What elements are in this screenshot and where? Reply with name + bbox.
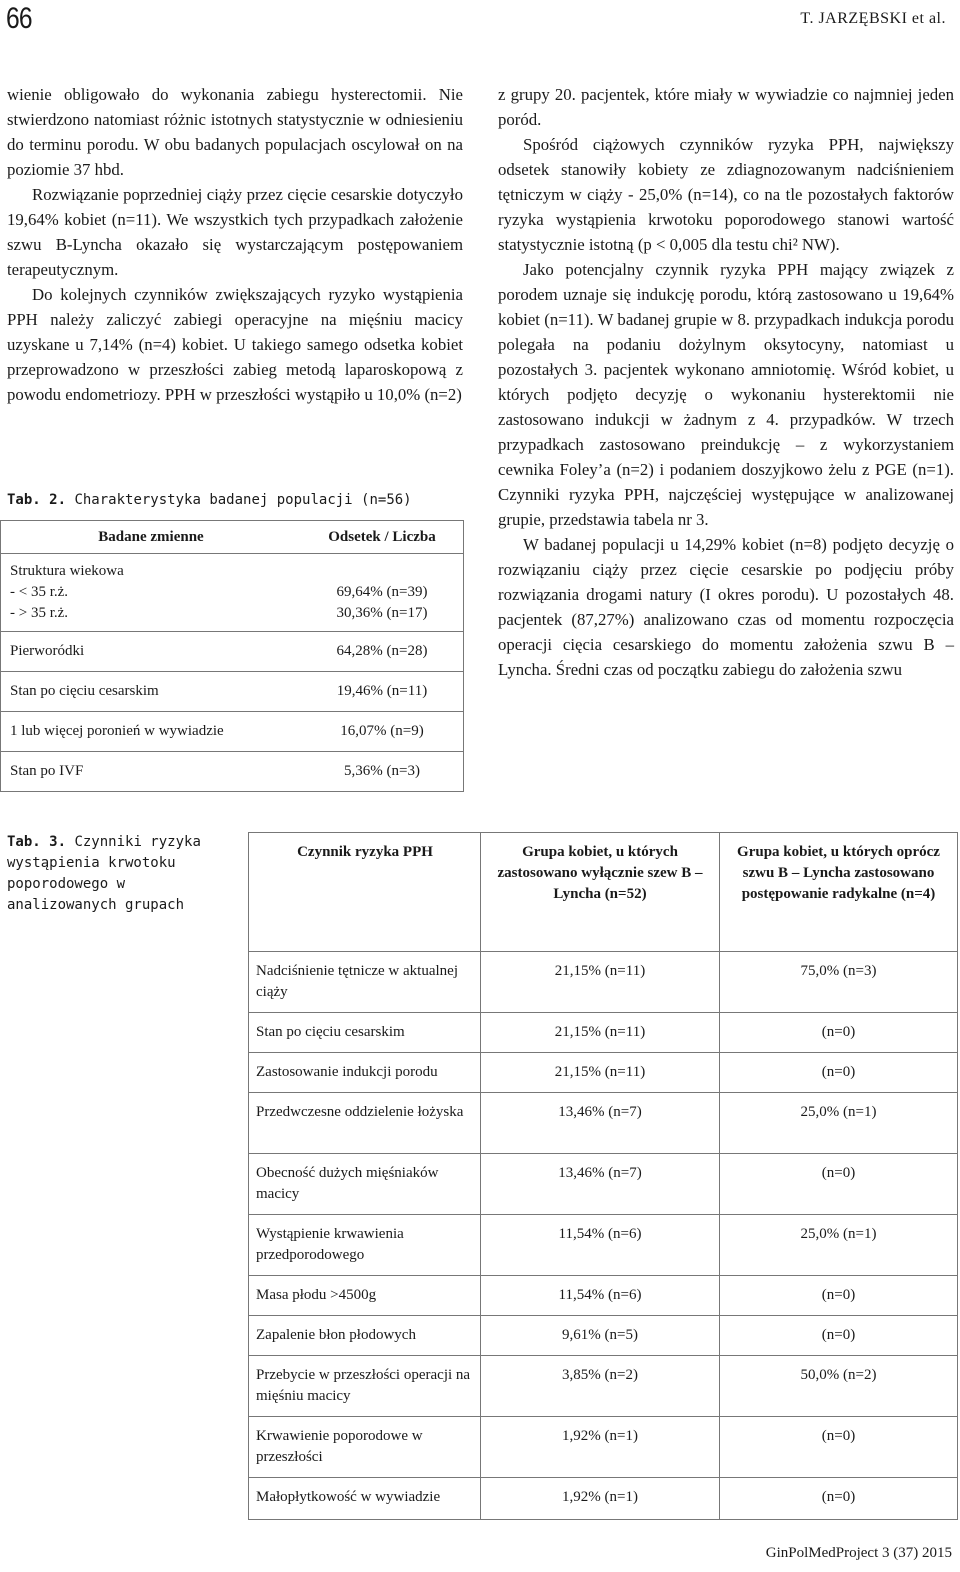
table-row [249,1153,957,1214]
page-number: 66 [6,2,32,35]
table3-cell-factor: Obecność dużych mięśniaków macicy [249,1154,481,1214]
table2-caption-text: Charakterystyka badanej populacji (n=56) [74,492,412,508]
right-text-column [498,82,954,682]
table3-cell-factor: Nadciśnienie tętnicze w aktualnej ciąży [249,952,481,1012]
table3-cell-group1: 13,46% (n=7) [481,1093,720,1153]
right-paragraph: Jako potencjalny czynnik ryzyka PPH mający związek z porodem uznaje się indukcję porodu, którą zastosowano u 19,64% kobiet (n=11). W badanej grupie w 8. przypadkach indukcja porodu polegała na podaniu dożylnym oksytocyny, natomiast u pozostałych 3. pacjentek wykonano amniotomię. Wśród kobiet, u których podjęto decyzję o wykonaniu hysterektomii nie zastosowano indukcji w żadnym z 4. przypadków. W trzech przypadkach zastosowano preindukcję – z wykorzystaniem cewnika Foley’a (n=2) i podaniem doszyjkowo żelu z PGE (n=1). Czynniki ryzyka PPH, najczęściej występujące w analizowanej grupie, przedstawia tabela nr 3. [498,260,954,529]
table3-cell-factor: Wystąpienie krwawienia przedporodowego [249,1215,481,1275]
table3-cell-factor: Przebycie w przeszłości operacji na mięśniu macicy [249,1356,481,1416]
table3-cell-group2: 25,0% (n=1) [800,1104,877,1120]
table3-cell-group2: 75,0% (n=3) [800,963,877,979]
table2-header-variables: Badane zmienne [98,528,204,545]
table2-cell-value: 5,36% (n=3) [344,763,420,779]
table-row [249,1012,957,1052]
left-paragraph: Rozwiązanie poprzedniej ciąży przez cięcie cesarskie dotyczyło 19,64% kobiet (n=11). We wszystkich tych przypadkach założenie szwu B-Lyncha okazało się wystarczającym postępowaniem terapeutycznym. [7,185,463,279]
table-row [249,1315,957,1355]
table3-cell-group1: 21,15% (n=11) [481,1053,720,1092]
table3-cell-group1: 21,15% (n=11) [481,952,720,1012]
table3-cell-factor: Przedwczesne oddzielenie łożyska [249,1093,481,1153]
table3-cell-group1: 1,92% (n=1) [481,1478,720,1519]
table2-cell-value: 16,07% (n=9) [340,723,424,739]
table3-cell-factor: Zastosowanie indukcji porodu [249,1053,481,1092]
table3-label: Tab. 3. [7,834,67,850]
table3-cell-group1: 21,15% (n=11) [481,1013,720,1052]
table3-cell-factor: Krwawienie poporodowe w przeszłości [249,1417,481,1477]
table2-age-under35-label: - < 35 r.ż. [10,584,69,600]
left-text-column [7,82,463,407]
table2-age-structure [1,553,463,631]
left-paragraph: wienie obligowało do wykonania zabiegu hysterectomii. Nie stwierdzono natomiast różnic istotnych statystycznie w odniesieniu do terminu porodu. W obu badanych populacjach oscylował on na poziomie 37 hbd. [7,85,463,179]
table3-caption-text: Czynniki ryzyka wystąpienia krwotoku poporodowego w analizowanych grupach [7,834,201,913]
table-row [249,1477,957,1519]
table2-age-under35-value: 69,64% (n=39) [336,584,428,600]
table-row [1,751,463,791]
table3-cell-group1: 3,85% (n=2) [481,1356,720,1416]
right-paragraph: z grupy 20. pacjentek, które miały w wywiadzie co najmniej jeden poród. [498,85,954,129]
table3-cell-group2: (n=0) [821,1064,856,1080]
table3-cell-group2: (n=0) [821,1165,856,1181]
table3-header-group1: Grupa kobiet, u których zastosowano wyłącznie szew B – Lyncha (n=52) [481,833,720,951]
table3 [248,832,958,1520]
table2-cell-value: 64,28% (n=28) [336,643,428,659]
table2-age-over35-value: 30,36% (n=17) [336,605,428,621]
right-paragraph: Spośród ciążowych czynników ryzyka PPH, największy odsetek stanowiły kobiety ze zdiagnozowanym nadciśnieniem tętniczym w ciąży - 25,0% (n=14), co na tle pozostałych faktorów ryzyka wystąpienia krwotoku poporodowego stanowi wartość statystycznie istotną (p < 0,005 dla testu chi² NW). [498,135,954,254]
table3-cell-group2: (n=0) [821,1428,856,1444]
table2-cell-label: 1 lub więcej poronień w wywiadzie [10,723,224,739]
table2-cell-label: Pierworódki [10,643,85,659]
table2-cell-value: 19,46% (n=11) [336,683,428,699]
table-row [1,631,463,671]
table3-cell-group1: 9,61% (n=5) [481,1316,720,1355]
table2-cell-label: Stan po IVF [10,763,84,779]
table3-cell-group2: (n=0) [821,1489,856,1505]
table-row [249,1052,957,1092]
table-row [249,1214,957,1275]
table-row [1,671,463,711]
table3-cell-group1: 13,46% (n=7) [481,1154,720,1214]
table2-age-title: Struktura wiekowa [10,563,124,579]
table3-header-group2: Grupa kobiet, u których oprócz szwu B – Lyncha zastosowano postępowanie radykalne (n=4) [737,844,940,902]
table3-header-row [249,833,957,951]
journal-footer: GinPolMedProject 3 (37) 2015 [765,1545,952,1561]
table2-label: Tab. 2. [7,492,67,508]
table3-cell-factor: Masa płodu >4500g [249,1276,481,1315]
table3-cell-group2: (n=0) [821,1024,856,1040]
table3-cell-factor: Małopłytkowość w wywiadzie [249,1478,481,1519]
table-row [249,1355,957,1416]
table2-cell-label: Stan po cięciu cesarskim [10,683,159,699]
table3-cell-group2: 50,0% (n=2) [800,1367,877,1383]
table3-cell-group2: (n=0) [821,1287,856,1303]
table-row [249,1275,957,1315]
table-row [1,711,463,751]
table2-age-over35-label: - > 35 r.ż. [10,605,69,621]
table-row [249,1092,957,1153]
left-paragraph: Do kolejnych czynników zwiększających ryzyko wystąpienia PPH należy zaliczyć zabiegi operacyjne na mięśniu macicy uzyskane u 7,14% (n=4) kobiet. U takiego samego odsetka kobiet przeprowadzono w przeszłości zabieg metodą laparoskopową z powodu endometriozy. PPH w przeszłości wystąpiło u 10,0% (n=2) [7,285,463,404]
table3-cell-factor: Zapalenie błon płodowych [249,1316,481,1355]
table-row [249,951,957,1012]
table3-cell-factor: Stan po cięciu cesarskim [249,1013,481,1052]
table2-header-percent: Odsetek / Liczba [328,528,436,545]
table2 [0,520,464,792]
table2-caption [7,492,412,508]
table3-cell-group2: (n=0) [821,1327,856,1343]
table3-cell-group1: 11,54% (n=6) [481,1215,720,1275]
table3-body [249,951,957,1519]
table3-caption [7,832,237,916]
running-head: T. JARZĘBSKI et al. [800,10,946,27]
table-row [249,1416,957,1477]
table3-cell-group1: 1,92% (n=1) [481,1417,720,1477]
table3-cell-group2: 25,0% (n=1) [800,1226,877,1242]
table3-header-factor: Czynnik ryzyka PPH [249,833,481,951]
table2-header-row [1,521,463,553]
table3-cell-group1: 11,54% (n=6) [481,1276,720,1315]
right-paragraph: W badanej populacji u 14,29% kobiet (n=8) podjęto decyzję o rozwiązaniu ciąży przez cięcie cesarskie po podjęciu próby rozwiązania drogami natury (I okres porodu). U pozostałych 48. pacjentek (87,27%) analizowano czas od momentu rozpoczęcia operacji cięcia cesarskiego do momentu założenia szwu B – Lyncha. Średni czas od początku zabiegu do założenia szwu [498,535,954,679]
